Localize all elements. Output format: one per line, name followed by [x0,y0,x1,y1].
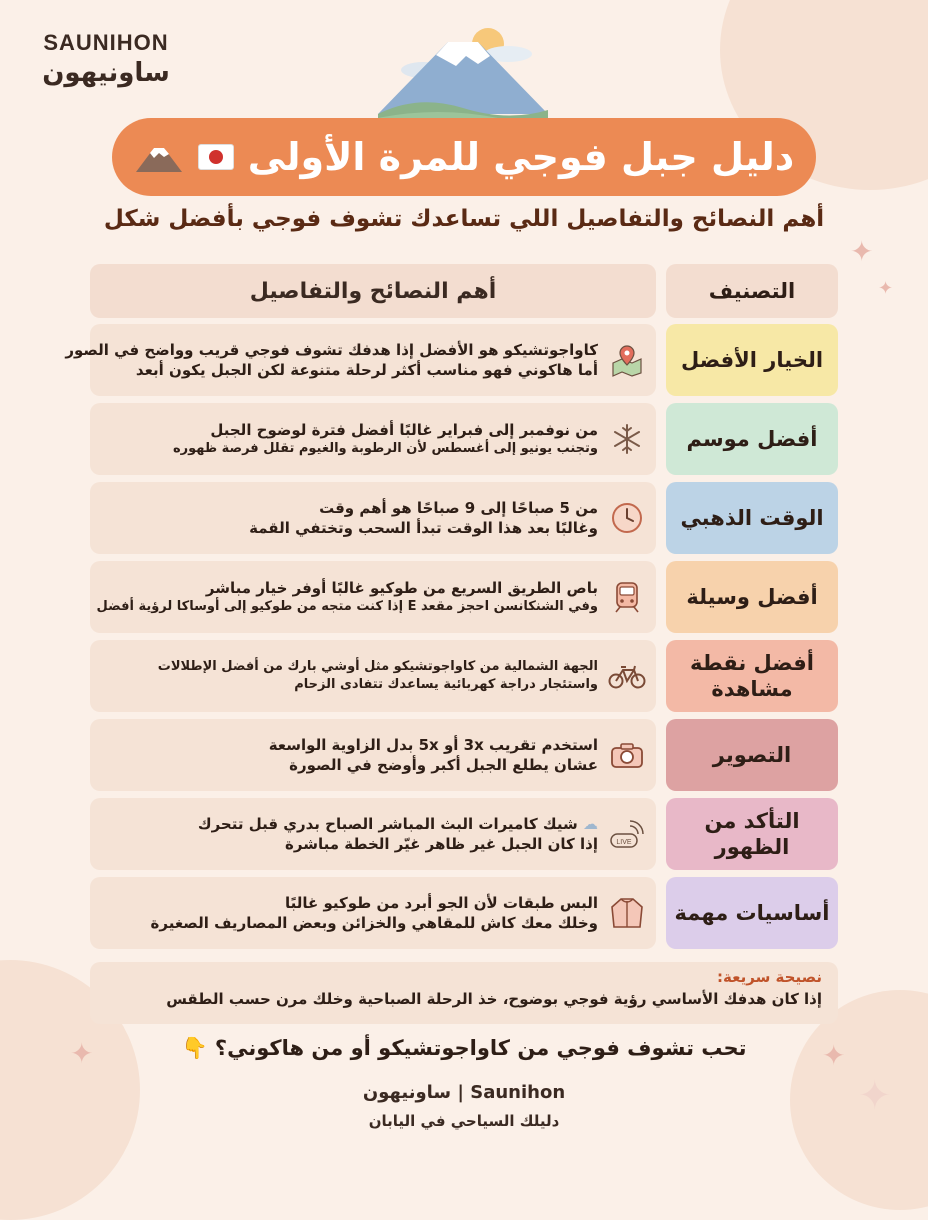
row-details [90,640,656,712]
row-line-2: واستئجار دراجة كهربائية يساعدك تتفادى الزحام [294,677,598,692]
table-row [90,403,838,475]
bicycle-icon [608,657,646,695]
sparkle-icon: ✦ [70,1037,94,1070]
row-line-1-text: شيك كاميرات البث المباشر الصباح بدري قبل تتحرك [197,814,578,833]
brand-logo [36,30,176,88]
row-category: الخيار الأفضل [666,324,838,396]
row-details [65,324,656,396]
brand-name-en: SAUNIHON [43,30,169,55]
row-category: أفضل موسم [666,403,838,475]
row-line-2: إذا كان الجبل غير ظاهر غيّر الخطة مباشرة [285,835,598,853]
row-line-2: أما هاكوني فهو مناسب أكثر لرحلة متنوعة لكن الجبل يكون أبعد [135,361,598,379]
sparkle-icon: ✦ [858,1073,892,1119]
row-line-2: وفي الشنكانسن احجز مقعد E إذا كنت متجه من طوكيو إلى أوساكا لرؤية أفضل [96,599,598,615]
header-details: أهم النصائح والتفاصيل [90,264,656,318]
clock-icon [608,499,646,537]
row-details [90,403,656,475]
quick-tip-box [90,962,838,1024]
map-pin-icon [608,341,646,379]
table-row [65,324,838,396]
row-details [90,877,656,949]
live-stream-icon [608,815,646,853]
table-row [90,482,838,554]
mount-fuji-icon [134,140,184,174]
row-category: أفضل وسيلة [666,561,838,633]
row-details [90,561,656,633]
japan-flag-icon [198,144,234,170]
row-category: الوقت الذهبي [666,482,838,554]
jacket-icon [608,894,646,932]
row-line-2: وتجنب يونيو إلى أغسطس لأن الرطوبة والغيوم تقلل فرصة ظهوره [172,441,598,457]
footer-brand: Saunihon | ساونيهون [362,1082,566,1103]
snowflake-icon [608,420,646,458]
row-category: التأكد من الظهور [666,798,838,870]
sparkle-icon: ✦ [878,278,894,299]
row-line-2: عشان يطلع الجبل أكبر وأوضح في الصورة [289,756,598,774]
row-details [90,482,656,554]
row-category: أفضل نقطة مشاهدة [666,640,838,712]
quick-tip-text: إذا كان هدفك الأساسي رؤية فوجي بوضوح، خذ الرحلة الصباحية وخلك مرن حسب الطقس [166,990,822,1008]
row-line-1: باص الطريق السريع من طوكيو غالبًا أوفر خيار مباشر [205,579,598,598]
table-row [90,798,838,870]
table-row [90,719,838,791]
row-category: أساسيات مهمة [666,877,838,949]
closing-question: تحب تشوف فوجي من كاواجوتشيكو أو من هاكوني؟ 👇 [181,1036,747,1060]
row-line-2: وغالبًا بعد هذا الوقت تبدأ السحب وتختفي القمة [249,519,598,537]
table-row [90,561,838,633]
svg-text:LIVE: LIVE [616,839,632,846]
brand-name-ar: ساونيهون [42,58,170,88]
sparkle-icon: ✦ [850,235,874,268]
row-details [90,719,656,791]
row-line-1: البس طبقات لأن الجو أبرد من طوكيو غالبًا [284,893,598,912]
quick-tip-label: نصيحة سريعة: [717,968,822,986]
table-row [90,877,838,949]
camera-icon [608,736,646,774]
cloud-icon: ☁ [583,814,598,833]
row-line-2: وخلك معك كاش للمقاهي والخزائن وبعض المصاريف الصغيرة [150,914,598,932]
row-details [90,798,656,870]
table-header [90,264,838,318]
row-line-1: من 5 صباحًا إلى 9 صباحًا هو أهم وقت [319,498,598,517]
mount-fuji-illustration [378,22,548,122]
train-icon [608,578,646,616]
page-title-text: دليل جبل فوجي للمرة الأولى [247,135,795,179]
header-category: التصنيف [666,264,838,318]
row-line-1: استخدم تقريب 3x أو 5x بدل الزاوية الواسعة [268,735,598,754]
row-line-1 [102,814,598,834]
page-title [112,118,816,196]
row-line-1: الجهة الشمالية من كاواجوتشيكو مثل أوشي بارك من أفضل الإطلالات [157,659,598,675]
row-line-1: كاواجوتشيكو هو الأفضل إذا هدفك تشوف فوجي قريب وواضح في الصور [65,340,598,359]
sparkle-icon: ✦ [822,1039,846,1072]
table-row [90,640,838,712]
row-line-1: من نوفمبر إلى فبراير غالبًا أفضل فترة لوضوح الجبل [210,421,598,440]
page-subtitle: أهم النصائح والتفاصيل اللي تساعدك تشوف فوجي بأفضل شكل [103,206,825,232]
row-category: التصوير [666,719,838,791]
footer-tagline: دليلك السياحي في اليابان [368,1112,560,1130]
